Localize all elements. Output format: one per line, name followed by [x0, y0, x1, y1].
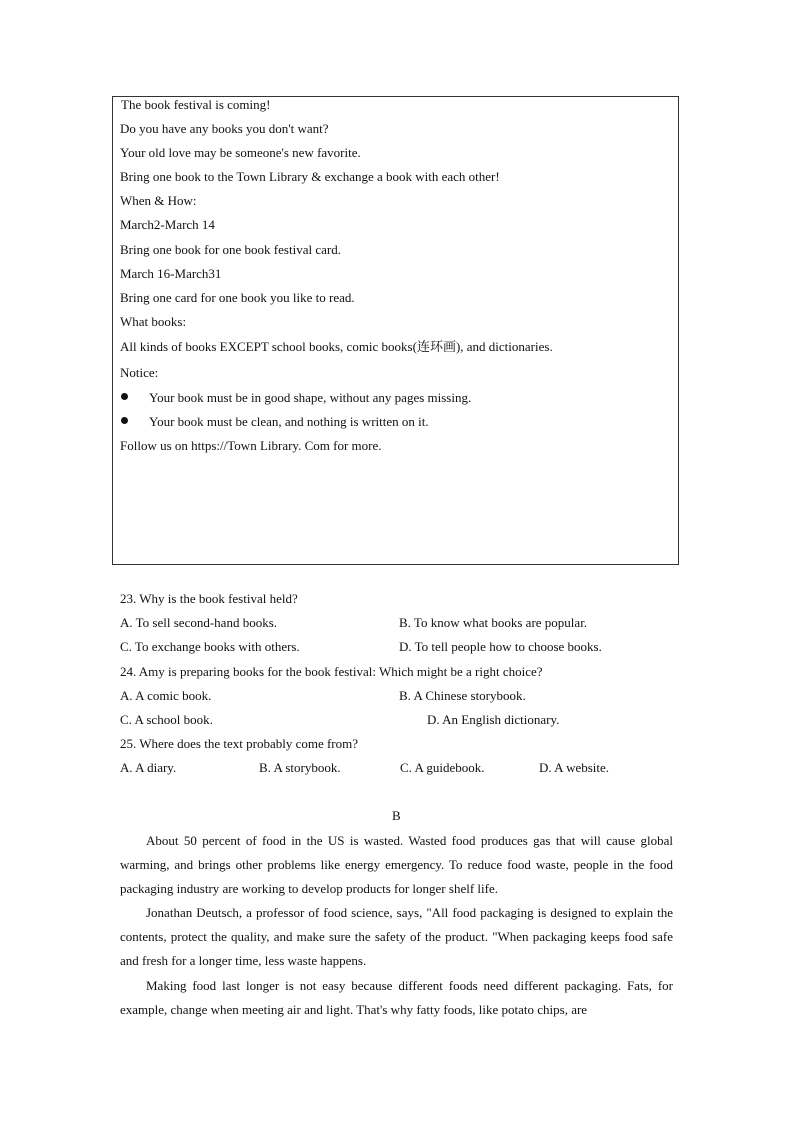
notice-follow-line: Follow us on https://Town Library. Com for more.	[120, 438, 382, 453]
bullet-icon	[121, 393, 128, 400]
answer-option: B. A Chinese storybook.	[399, 688, 526, 703]
bullet-icon	[121, 417, 128, 424]
section-heading: B	[392, 808, 401, 823]
notice-line: Bring one card for one book you like to read.	[120, 290, 355, 305]
paragraph-text: About 50 percent of food in the US is wasted. Wasted food produces gas that will cause global warming, and brings other problems like energy emergency. To reduce food waste, people in the food packaging industry are working to develop products for longer shelf life.	[120, 833, 673, 896]
notice-line: Bring one book for one book festival card.	[120, 242, 341, 257]
notice-line: March 16-March31	[120, 266, 222, 281]
answer-option: D. A website.	[539, 760, 610, 775]
notice-line: What books:	[120, 314, 187, 329]
paragraph-text: Making food last longer is not easy because different foods need different packaging. Fats, for example, change when meeting air and light. That's why fatty foods, like potato chips, are	[120, 978, 673, 1017]
question-stem: 25. Where does the text probably come from?	[120, 736, 359, 751]
answer-option: B. A storybook.	[259, 760, 341, 775]
notice-line: Do you have any books you don't want?	[120, 121, 329, 136]
notice-line: Your old love may be someone's new favorite.	[120, 145, 361, 160]
notice-line: When & How:	[120, 193, 197, 208]
notice-line: March2-March 14	[120, 217, 215, 232]
notice-line: Bring one book to the Town Library & exchange a book with each other!	[120, 169, 500, 184]
article-paragraph	[120, 901, 673, 973]
answer-option: A. A diary.	[120, 760, 177, 775]
notice-box	[112, 96, 679, 565]
answer-option: A. A comic book.	[120, 688, 212, 703]
answer-option: B. To know what books are popular.	[399, 615, 588, 630]
notice-bullet-text: Your book must be clean, and nothing is written on it.	[149, 414, 429, 429]
article-paragraph	[120, 974, 673, 1022]
answer-option: C. A school book.	[120, 712, 213, 727]
question-stem: 24. Amy is preparing books for the book festival: Which might be a right choice?	[120, 664, 543, 679]
question-stem: 23. Why is the book festival held?	[120, 591, 298, 606]
notice-bullet-text: Your book must be in good shape, without any pages missing.	[149, 390, 472, 405]
answer-option: D. An English dictionary.	[427, 712, 560, 727]
notice-line: The book festival is coming!	[121, 97, 271, 112]
paragraph-text: Jonathan Deutsch, a professor of food science, says, "All food packaging is designed to explain the contents, protect the quality, and make sure the safety of the product. "When packaging keeps food safe and fresh for a longer time, less waste happens.	[120, 905, 673, 968]
answer-option: A. To sell second-hand books.	[120, 615, 277, 630]
notice-line: Notice:	[120, 365, 159, 380]
notice-line: All kinds of books EXCEPT school books, comic books(连环画), and dictionaries.	[120, 339, 553, 354]
answer-option: D. To tell people how to choose books.	[399, 639, 602, 654]
article-paragraph	[120, 829, 673, 901]
answer-option: C. To exchange books with others.	[120, 639, 300, 654]
answer-option: C. A guidebook.	[400, 760, 485, 775]
